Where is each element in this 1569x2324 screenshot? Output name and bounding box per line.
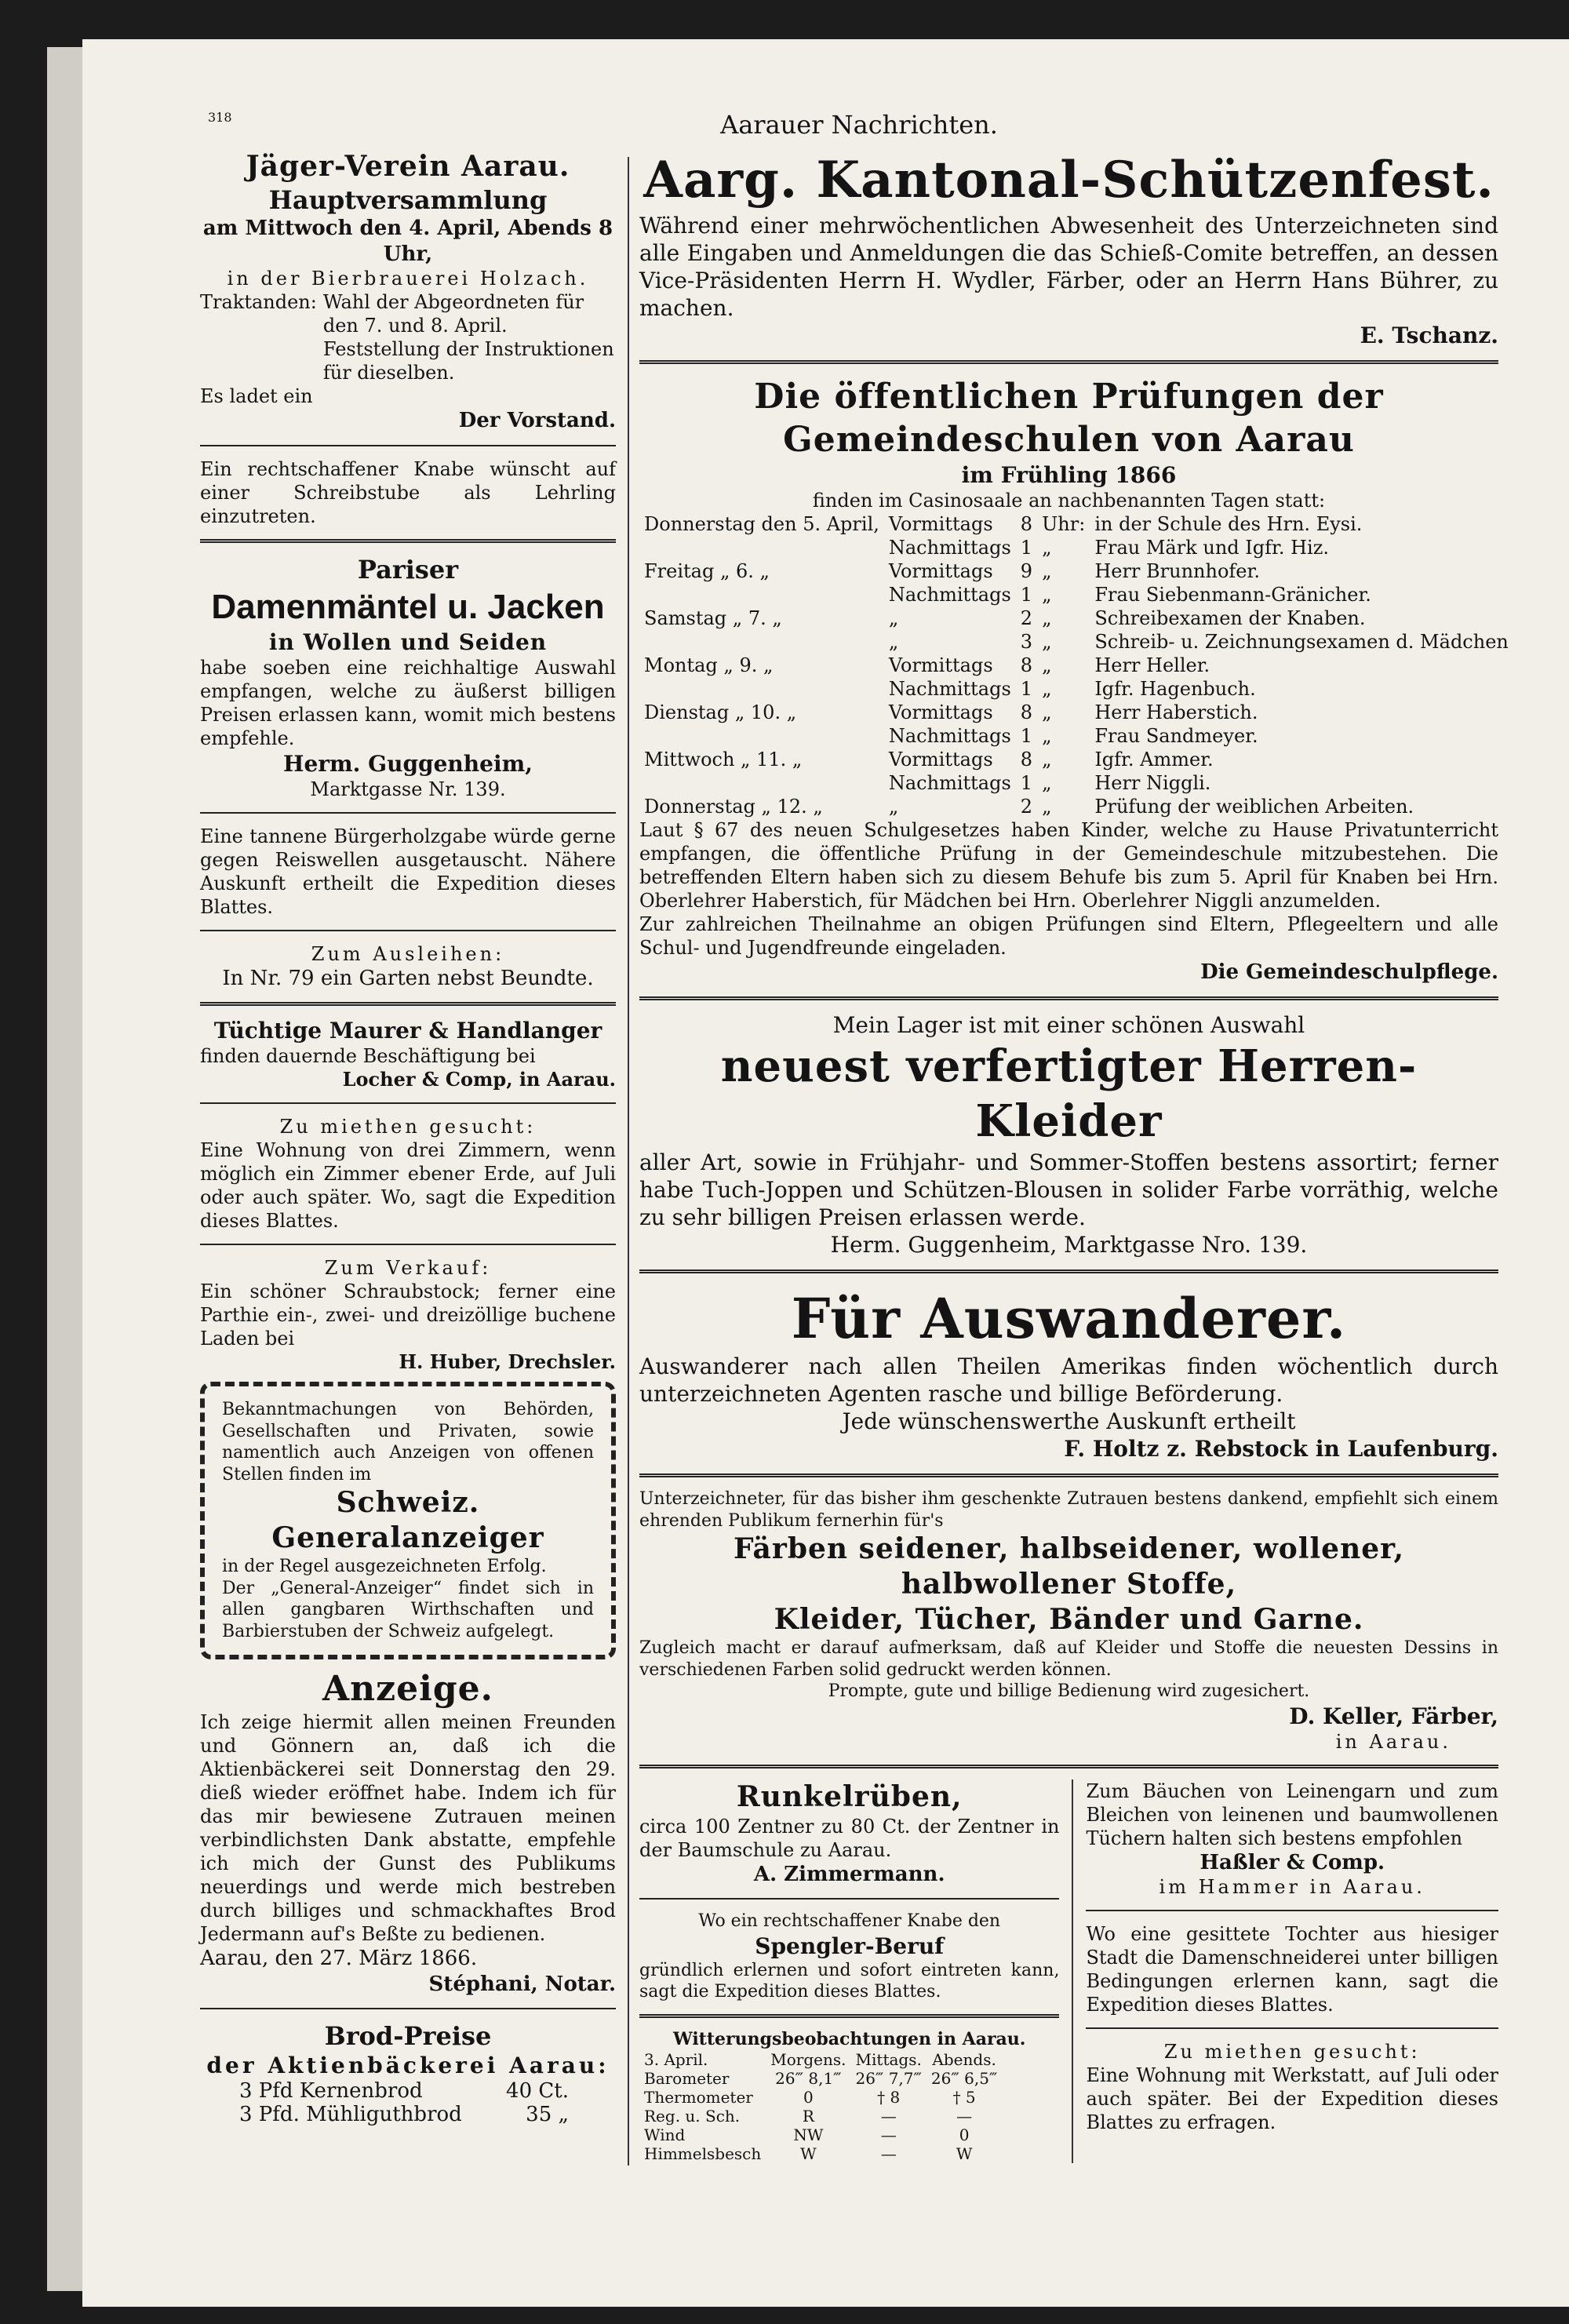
schedule-cell: „	[888, 631, 899, 653]
schedule-row	[639, 795, 1513, 818]
schedule-cell: Donnerstag den 5. April,	[644, 513, 879, 535]
divider	[200, 1002, 616, 1006]
weather-cell: NW	[793, 2125, 824, 2144]
divider	[1086, 1910, 1498, 1911]
schedule-cell: 8	[1020, 701, 1033, 723]
faerben-signer: D. Keller, Färber,	[1289, 1703, 1498, 1729]
left-column	[200, 149, 616, 2126]
divider	[200, 2008, 616, 2009]
pariser-heading: Damenmäntel u. Jacken	[211, 587, 605, 626]
auswanderer-text: Auswanderer nach allen Theilen Amerikas finden wöchentlich durch unterzeichneten Agenten rasche und billige Beförderung.	[639, 1353, 1498, 1407]
schedule-cell: 1	[1020, 725, 1033, 747]
schedule-cell: „	[1042, 654, 1052, 676]
weather-cell: —	[956, 2107, 973, 2125]
schedule-cell: „	[1042, 796, 1052, 818]
brod-row2-label: 3 Pfd. Mühliguthbrod	[239, 2103, 462, 2126]
weather-cell: W	[800, 2144, 817, 2163]
schedule-cell: Mittwoch „ 11. „	[644, 749, 803, 770]
schedule-cell: 8	[1020, 654, 1033, 676]
masthead: Aarauer Nachrichten.	[720, 110, 998, 140]
pariser-ad	[200, 554, 616, 801]
faerben-heading2: Kleider, Tücher, Bänder und Garne.	[774, 1603, 1364, 1636]
runkel-text: circa 100 Zentner zu 80 Ct. der Zentner in der Baumschule zu Aarau.	[639, 1815, 1060, 1861]
jaeger-title: Jäger-Verein Aarau.	[246, 150, 570, 183]
divider	[1086, 2027, 1498, 2029]
schedule-cell: Nachmittags	[888, 537, 1011, 559]
runkel-title: Runkelrüben,	[736, 1779, 963, 1813]
pariser-title: Pariser	[357, 554, 459, 585]
schedule-cell: Vormittags	[888, 560, 993, 582]
weather-row	[639, 2088, 1002, 2107]
schedule-cell: Frau Sandmeyer.	[1094, 725, 1258, 747]
schedule-cell: „	[1042, 725, 1052, 747]
spengler-heading: Spengler-Beruf	[755, 1932, 945, 1959]
schedule-cell: „	[1042, 537, 1052, 559]
schedule-cell: 1	[1020, 584, 1033, 606]
faerben-intro: Unterzeichneter, für das bisher ihm geschenkte Zutrauen bestens dankend, empfiehlt sich einem ehrenden Publikum fernerhin für's	[639, 1489, 1498, 1531]
spengler-text: gründlich erlernen und sofort eintreten kann, sagt die Expedition dieses Blattes.	[639, 1960, 1060, 2002]
brod-title: Brod-Preise	[324, 2021, 492, 2051]
ausleihen-text: In Nr. 79 ein Garten nebst Beundte.	[222, 966, 594, 990]
jaeger-trakt-label: Traktanden:	[200, 291, 317, 313]
schedule-cell: 8	[1020, 749, 1033, 770]
brod-row1-label: 3 Pfd Kernenbrod	[239, 2079, 423, 2103]
weather-cell: —	[880, 2144, 897, 2163]
bottom-left-subcolumn	[639, 1779, 1073, 2164]
schedule-row	[639, 701, 1513, 724]
general-heading: Schweiz. Generalanzeiger	[271, 1486, 544, 1554]
schedule-cell: Frau Märk und Igfr. Hiz.	[1094, 537, 1329, 559]
schedule-cell: Vormittags	[888, 749, 993, 770]
knabe-ad: Ein rechtschaffener Knabe wünscht auf einer Schreibstube als Lehrling einzutreten.	[200, 457, 616, 527]
pariser-signer: Herm. Guggenheim,	[283, 750, 533, 777]
schedule-cell	[639, 583, 884, 606]
schedule-cell: Frau Siebenmann-Gränicher.	[1094, 584, 1371, 606]
schedule-cell: 1	[1020, 678, 1033, 700]
schuetzen-ad	[639, 149, 1498, 349]
weather-cell: Thermometer	[644, 2088, 753, 2107]
schedule-cell: Montag „ 9. „	[644, 654, 774, 676]
schedule-cell: „	[1042, 560, 1052, 582]
general-anzeiger-box	[200, 1382, 616, 1659]
general-text2: in der Regel ausgezeichneten Erfolg.	[222, 1557, 547, 1576]
runkel-signer: A. Zimmermann.	[753, 1862, 945, 1886]
schedule-cell: Igfr. Ammer.	[1094, 749, 1214, 770]
schedule-row	[639, 677, 1513, 701]
weather-row	[639, 2125, 1002, 2144]
page-number: 318	[208, 110, 232, 125]
faerben-text: Zugleich macht er darauf aufmerksam, daß auf Kleider und Stoffe die neuesten Dessins in verschiedenen Farben solid gedruckt werden können.	[639, 1638, 1498, 1680]
weather-row	[639, 2107, 1002, 2125]
schedule-cell: 1	[1020, 537, 1033, 559]
schedule-cell: Herr Heller.	[1094, 654, 1210, 676]
schedule-cell: Samstag „ 7. „	[644, 607, 782, 629]
weather-cell: 26‴ 8,1‴	[775, 2069, 842, 2088]
pruefungen-text2: Zur zahlreichen Theilnahme an obigen Prüfungen sind Eltern, Pflegeeltern und alle Schul- und Jugendfreunde eingeladen.	[639, 913, 1498, 959]
weather-cell: Barometer	[644, 2069, 730, 2088]
schedule-cell: Nachmittags	[888, 772, 1011, 794]
schedule-cell: 2	[1020, 607, 1033, 629]
auswanderer-text2: Jede wünschenswerthe Auskunft ertheilt	[842, 1408, 1296, 1434]
jaeger-invite: Es ladet ein	[200, 385, 313, 407]
schedule-cell	[639, 630, 884, 654]
divider	[200, 539, 616, 543]
general-text1: Bekanntmachungen von Behörden, Gesellschaften und Privaten, sowie namentlich auch Anzeigen von offenen Stellen finden im	[222, 1400, 594, 1484]
faerben-heading1: Färben seidener, halbseidener, wollener, halbwollener Stoffe,	[733, 1532, 1405, 1601]
weather-table	[639, 2050, 1002, 2163]
schedule-cell: „	[888, 796, 899, 818]
schedule-row	[639, 583, 1513, 606]
weather-cell: † 8	[877, 2088, 901, 2107]
verkauf-title: Zum Verkauf:	[324, 1257, 492, 1279]
maurer-signer: Locher & Comp, in Aarau.	[342, 1068, 616, 1091]
schedule-cell: in der Schule des Hrn. Eysi.	[1094, 513, 1363, 535]
divider	[200, 1244, 616, 1245]
divider	[639, 2014, 1059, 2018]
schedule-cell	[639, 771, 884, 795]
schedule-cell: Nachmittags	[888, 584, 1011, 606]
miethen2-title: Zu miethen gesucht:	[1163, 2041, 1421, 2063]
schedule-cell: Prüfung der weiblichen Arbeiten.	[1094, 796, 1414, 818]
schedule-cell: Vormittags	[888, 701, 993, 723]
schedule-cell: Vormittags	[888, 654, 993, 676]
anzeige-title: Anzeige.	[322, 1669, 493, 1709]
tochter-ad: Wo eine gesittete Tochter aus hiesiger Stadt die Damenschneiderei unter billigen Bedingungen erlernen kann, sagt die Expedition dieses Blattes.	[1086, 1923, 1498, 2016]
weather-cell: 26‴ 6,5‴	[930, 2069, 998, 2088]
herren-signer: Herm. Guggenheim, Marktgasse Nro. 139.	[830, 1231, 1308, 1258]
weather-cell: Himmelsbesch	[644, 2144, 762, 2163]
weather-cell: —	[880, 2107, 897, 2125]
verkauf-text: Ein schöner Schraubstock; ferner eine Parthie ein-, zwei- und dreizöllige buchene Laden bei	[200, 1280, 616, 1350]
schedule-cell: 2	[1020, 796, 1033, 818]
holzgabe-ad: Eine tannene Bürgerholzgabe würde gerne gegen Reiswellen ausgetauscht. Nähere Auskunft ertheilt die Expedition dieses Blattes.	[200, 825, 616, 918]
weather-row	[639, 2069, 1002, 2088]
schedule-cell: Nachmittags	[888, 678, 1011, 700]
schedule-cell: Herr Niggli.	[1094, 772, 1211, 794]
weather-head-cell: Abends.	[932, 2050, 996, 2069]
schedule-cell: Igfr. Hagenbuch.	[1094, 678, 1256, 700]
jaeger-date: am Mittwoch den 4. April, Abends 8 Uhr,	[202, 217, 613, 266]
schedule-cell: 8	[1020, 513, 1033, 535]
schedule-row	[639, 512, 1513, 536]
schuetzen-text: Während einer mehrwöchentlichen Abwesenheit des Unterzeichneten sind alle Eingaben und Anmeldungen die das Schieß-Comite betreffen, an dessen Vice-Präsidenten Herrn H. Wydler, Färber, oder an Herrn Hans Bührer, zu machen.	[639, 213, 1498, 321]
schedule-cell: 1	[1020, 772, 1033, 794]
auswanderer-signer: F. Holtz z. Rebstock in Laufenburg.	[1064, 1436, 1498, 1462]
schedule-cell: Donnerstag „ 12. „	[644, 796, 823, 818]
faerben-place: in Aarau.	[1335, 1730, 1451, 1753]
schedule-row	[639, 606, 1513, 630]
schedule-cell: Herr Brunnhofer.	[1094, 560, 1260, 582]
pruefungen-signer: Die Gemeindeschulpflege.	[1200, 960, 1498, 984]
divider	[200, 930, 616, 931]
schedule-cell: 9	[1020, 560, 1033, 582]
schedule-row	[639, 654, 1513, 677]
brod-sub: der Aktienbäckerei Aarau:	[206, 2053, 610, 2078]
maurer-text: finden dauernde Beschäftigung bei	[200, 1045, 536, 1067]
schedule-row	[639, 724, 1513, 748]
weather-cell: Wind	[644, 2125, 686, 2144]
anzeige-signer: Stéphani, Notar.	[428, 1972, 616, 1996]
right-column	[639, 149, 1509, 2163]
pruefungen-schedule	[639, 512, 1513, 818]
pruefungen-title: Die öffentlichen Prüfungen der Gemeindeschulen von Aarau	[754, 377, 1384, 460]
schedule-cell: „	[1042, 749, 1052, 770]
miethen1-title: Zu miethen gesucht:	[279, 1116, 537, 1138]
schedule-cell: Schreibexamen der Knaben.	[1094, 607, 1366, 629]
pruefungen-text1: Laut § 67 des neuen Schulgesetzes haben Kinder, welche zu Hause Privatunterricht empfangen, die öffentliche Prüfung in der Gemeindeschule mitzubestehen. Die betreffenden Eltern haben sich zu diesem Behufe bis zum 5. April für Knaben bei Hrn. Oberlehrer Haberstich, für Mädchen bei Hrn. Oberlehrer Niggli anzumelden.	[639, 819, 1498, 912]
spengler-intro: Wo ein rechtschaffener Knabe den	[698, 1911, 1001, 1931]
schedule-row	[639, 536, 1513, 559]
auswanderer-ad	[639, 1284, 1498, 1463]
jaeger-heading: Hauptversammlung	[268, 185, 548, 215]
divider	[639, 1473, 1498, 1477]
schuetzen-signer: E. Tschanz.	[1360, 322, 1498, 348]
auswanderer-title: Für Auswanderer.	[791, 1285, 1347, 1351]
weather-cell: R	[802, 2107, 814, 2125]
jaeger-place: in der Bierbrauerei Holzach.	[227, 268, 589, 290]
brod-row1-price: 40 Ct.	[506, 2079, 569, 2103]
schedule-row	[639, 748, 1513, 771]
schedule-cell: „	[1042, 678, 1052, 700]
divider	[639, 1898, 1059, 1900]
schedule-cell: Nachmittags	[888, 725, 1011, 747]
baeuchen-signer: Haßler & Comp.	[1200, 1850, 1385, 1874]
schedule-cell: Schreib- u. Zeichnungsexamen d. Mädchen	[1094, 631, 1509, 653]
schedule-cell: Uhr:	[1042, 513, 1086, 535]
pariser-text: habe soeben eine reichhaltige Auswahl empfangen, welche zu äußerst billigen Preisen erlassen kann, womit mich bestens empfehle.	[200, 656, 616, 749]
weather-head-row	[639, 2050, 1002, 2069]
weather-cell: W	[956, 2144, 973, 2163]
page-edge-shadow	[47, 47, 86, 2291]
weather-cell: Reg. u. Sch.	[644, 2107, 741, 2125]
weather-head-cell: 3. April.	[644, 2050, 708, 2069]
pruefungen-sub: im Frühling 1866	[961, 462, 1177, 488]
general-text3: Der „General-Anzeiger“ findet sich in allen gangbaren Wirthschaften und Barbierstuben der Schweiz aufgelegt.	[222, 1578, 594, 1641]
herren-heading: neuest verfertigter Herren-Kleider	[720, 1040, 1418, 1147]
bottom-right-subcolumn	[1073, 1779, 1498, 2164]
weather-head-cell: Mittags.	[855, 2050, 922, 2069]
jaeger-trakt-1: Wahl der Abgeordneten für den 7. und 8. April.	[322, 291, 584, 337]
weather-cell: —	[880, 2125, 897, 2144]
weather-cell: 0	[959, 2125, 970, 2144]
divider	[639, 360, 1498, 364]
weather-row	[639, 2144, 1002, 2163]
schedule-cell: „	[1042, 631, 1052, 653]
verkauf-signer: H. Huber, Drechsler.	[399, 1350, 616, 1373]
miethen1-text: Eine Wohnung von drei Zimmern, wenn möglich ein Zimmer ebener Erde, auf Juli oder auch später. Wo, sagt die Expedition dieses Blattes.	[200, 1139, 616, 1232]
divider	[200, 812, 616, 814]
herren-text: aller Art, sowie in Frühjahr- und Sommer-Stoffen bestens assortirt; ferner habe Tuch-Joppen und Schützen-Blousen in solider Farbe vorräthig, welche zu sehr billigen Preisen erlassen werde.	[639, 1149, 1498, 1230]
schedule-cell	[639, 724, 884, 748]
jaeger-ad	[200, 149, 616, 434]
brod-row2-price: 35 „	[526, 2103, 569, 2126]
pariser-sub: in Wollen und Seiden	[268, 628, 548, 655]
divider	[639, 1269, 1498, 1273]
schedule-cell: „	[888, 607, 899, 629]
column-rule	[628, 157, 629, 2166]
bottom-two-columns	[639, 1779, 1498, 2164]
schedule-row	[639, 630, 1513, 654]
miethen2-text: Eine Wohnung mit Werkstatt, auf Juli oder auch später. Bei der Expedition dieses Blattes zu erfragen.	[1086, 2064, 1498, 2133]
schedule-cell: „	[1042, 607, 1052, 629]
divider	[200, 1102, 616, 1104]
maurer-title: Tüchtige Maurer & Handlanger	[213, 1018, 602, 1044]
divider	[639, 1765, 1498, 1768]
jaeger-signer: Der Vorstand.	[458, 409, 616, 432]
schedule-cell: 3	[1020, 631, 1033, 653]
schedule-cell: Dienstag „ 10. „	[644, 701, 797, 723]
weather-head-cell: Morgens.	[770, 2050, 846, 2069]
schuetzen-title: Aarg. Kantonal-Schützenfest.	[643, 151, 1494, 209]
schedule-cell: „	[1042, 584, 1052, 606]
baeuchen-place: im Hammer in Aarau.	[1159, 1876, 1425, 1898]
faerben-ad	[639, 1488, 1498, 1754]
schedule-cell	[639, 536, 884, 559]
jaeger-trakt-2: Feststellung der Instruktionen für dieselben.	[322, 338, 614, 384]
weather-title: Witterungsbeobachtungen in Aarau.	[673, 2028, 1026, 2049]
faerben-text2: Prompte, gute und billige Bedienung wird zugesichert.	[828, 1681, 1310, 1701]
schedule-cell	[639, 677, 884, 701]
baeuchen-text: Zum Bäuchen von Leinengarn und zum Bleichen von leinenen und baumwollenen Tüchern halten sich bestens empfohlen	[1086, 1779, 1498, 1849]
schedule-cell: Vormittags	[888, 513, 993, 535]
anzeige-date: Aarau, den 27. März 1866.	[200, 1947, 478, 1970]
pariser-address: Marktgasse Nr. 139.	[310, 778, 506, 800]
anzeige-text: Ich zeige hiermit allen meinen Freunden und Gönnern an, daß ich die Aktienbäckerei seit Donnerstag den 29. dieß wieder eröffnet habe. Indem ich für das mir bewiesene Zutrauen meinen verbindlichsten Dank abstatte, empfehle ich mich der Gunst des Publikums neuerdings und werde mich bestreben durch billiges und schmackhaftes Brod Jedermann auf's Beßte zu bedienen.	[200, 1711, 616, 1945]
divider	[639, 996, 1498, 1000]
ausleihen-title: Zum Ausleihen:	[311, 942, 505, 965]
schedule-row	[639, 559, 1513, 583]
weather-cell: 26‴ 7,7‴	[855, 2069, 922, 2088]
pruefungen-intro: finden im Casinosaale an nachbenannten Tagen statt:	[812, 490, 1326, 512]
weather-cell: 0	[803, 2088, 814, 2107]
herren-intro: Mein Lager ist mit einer schönen Auswahl	[832, 1011, 1305, 1038]
schedule-cell: Herr Haberstich.	[1094, 701, 1258, 723]
weather-cell: † 5	[952, 2088, 976, 2107]
schedule-cell: „	[1042, 772, 1052, 794]
schedule-cell: Freitag „ 6. „	[644, 560, 770, 582]
herren-ad	[639, 1011, 1498, 1259]
schedule-cell: „	[1042, 701, 1052, 723]
divider	[200, 445, 616, 446]
schedule-row	[639, 771, 1513, 795]
pruefungen-ad	[639, 375, 1509, 985]
